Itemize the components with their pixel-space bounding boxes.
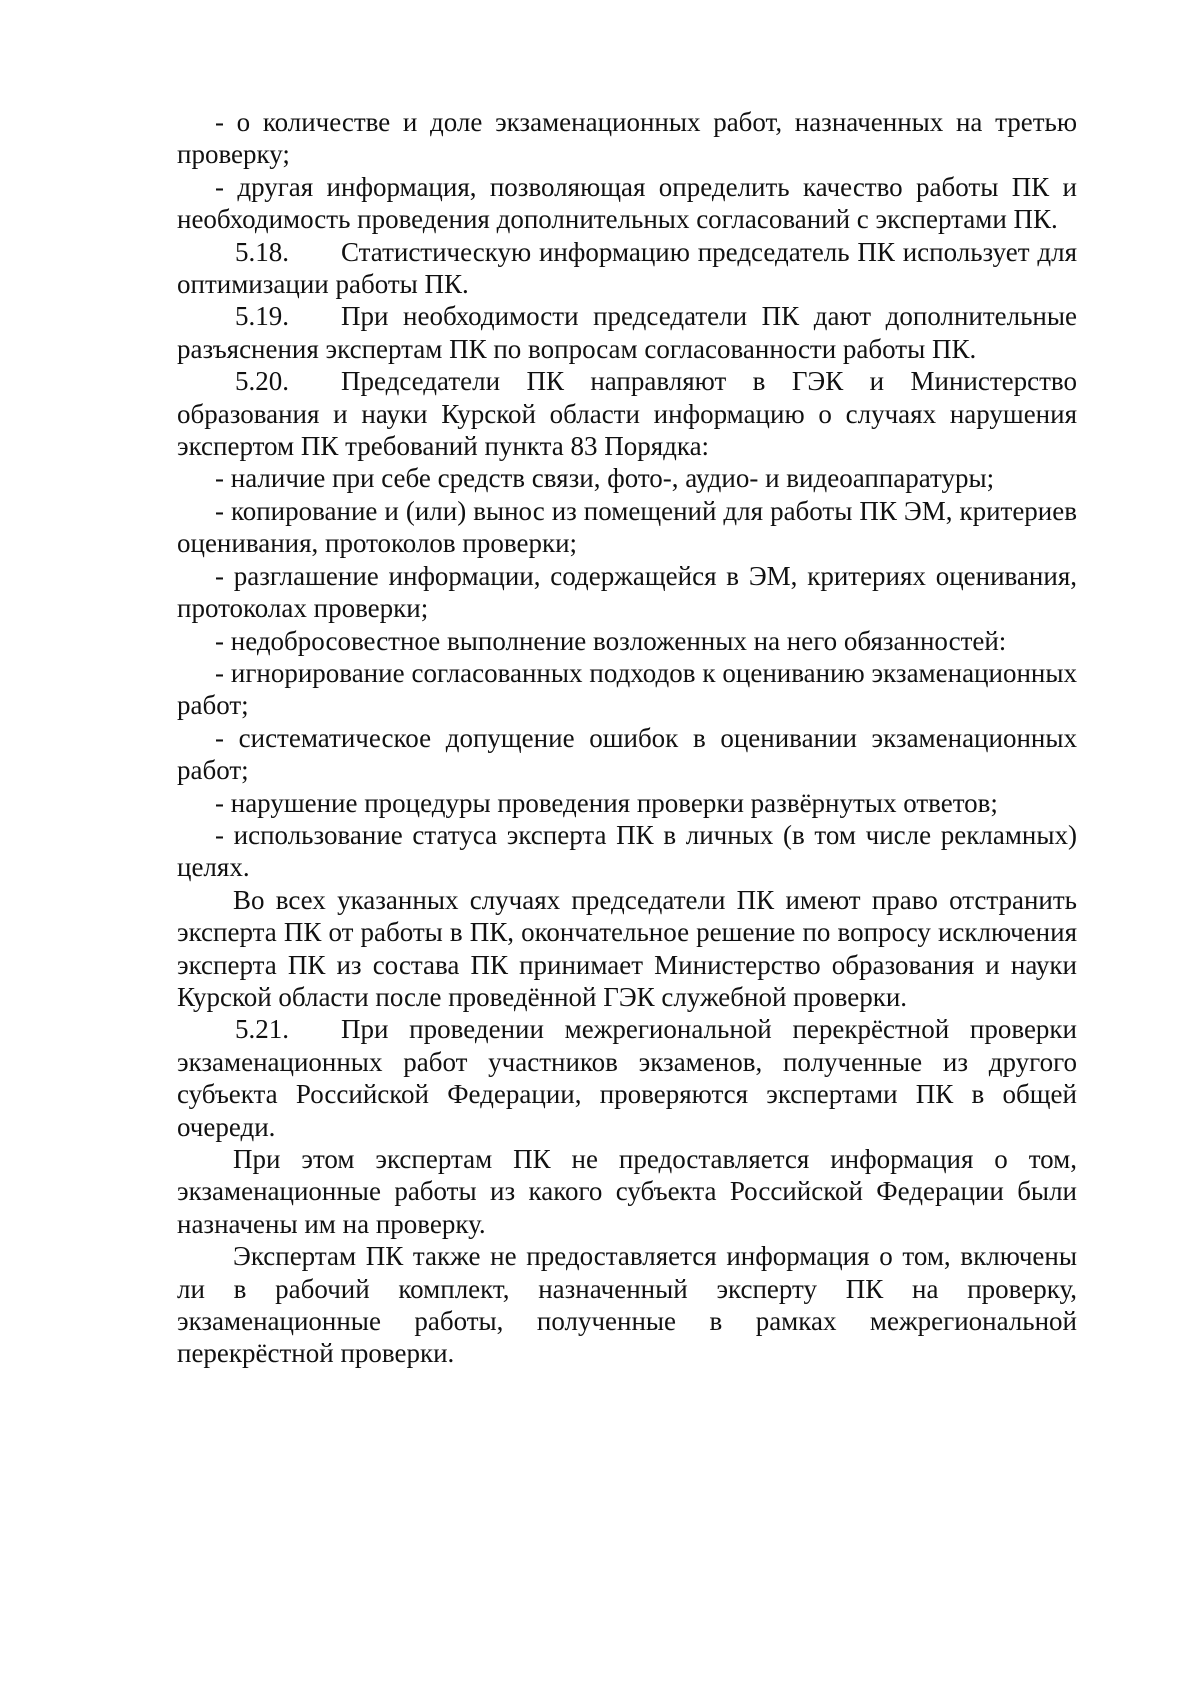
list-item-other-info: - другая информация, позволяющая определить качество работы ПК и необходимость проведения дополнительных согласований с экспертами ПК. bbox=[177, 171, 1077, 235]
paragraph-no-info-kit: Экспертам ПК также не предоставляется информация о том, включены ли в рабочий комплект, назначенный эксперту ПК на проверку, экзаменационные работы, полученные в рамках межрегиональной перекрёстной проверки. bbox=[177, 1241, 1077, 1369]
clause-5-19 bbox=[177, 300, 1077, 365]
list-item-copying: - копирование и (или) вынос из помещений для работы ПК ЭМ, критериев оценивания, протоколов проверки; bbox=[177, 495, 1077, 559]
clause-5-18 bbox=[177, 236, 1077, 301]
list-item-disclosure: - разглашение информации, содержащейся в ЭМ, критериях оценивания, протоколах проверки; bbox=[177, 560, 1077, 624]
clause-number: 5.19. bbox=[235, 301, 289, 332]
clause-5-20 bbox=[177, 365, 1077, 462]
list-item-ignoring: - игнорирование согласованных подходов к оцениванию экзаменационных работ; bbox=[177, 657, 1077, 721]
paragraph-removal: Во всех указанных случаях председатели ПК имеют право отстранить эксперта ПК от работы в ПК, окончательное решение по вопросу исключения эксперта ПК из состава ПК принимает Министерство образования и науки Курской области после проведённой ГЭК служебной проверки. bbox=[177, 884, 1077, 1012]
clause-number: 5.21. bbox=[235, 1014, 289, 1045]
list-item-procedure: - нарушение процедуры проведения проверки развёрнутых ответов; bbox=[215, 787, 998, 818]
list-item-status-use: - использование статуса эксперта ПК в личных (в том числе рекламных) целях. bbox=[177, 819, 1077, 883]
clause-number: 5.20. bbox=[235, 366, 289, 397]
list-item-errors: - систематическое допущение ошибок в оценивании экзаменационных работ; bbox=[177, 722, 1077, 786]
clause-text: При необходимости председатели ПК дают дополнительные разъяснения экспертам ПК по вопросам согласованности работы ПК. bbox=[177, 301, 1077, 364]
clause-text: Председатели ПК направляют в ГЭК и Министерство образования и науки Курской области информацию о случаях нарушения экспертом ПК требований пункта 83 Порядка: bbox=[177, 366, 1077, 462]
clause-number: 5.18. bbox=[235, 236, 289, 267]
list-item-devices: - наличие при себе средств связи, фото-, аудио- и видеоаппаратуры; bbox=[215, 463, 995, 494]
document-page bbox=[177, 106, 1077, 1370]
paragraph-no-info-subject: При этом экспертам ПК не предоставляется информация о том, экзаменационные работы из какого субъекта Российской Федерации были назначены им на проверку. bbox=[177, 1144, 1077, 1239]
clause-text: Статистическую информацию председатель ПК использует для оптимизации работы ПК. bbox=[177, 236, 1077, 300]
list-item-bad-faith: - недобросовестное выполнение возложенных на него обязанностей: bbox=[215, 625, 1007, 656]
clause-5-21 bbox=[177, 1013, 1077, 1143]
list-item-third-check: - о количестве и доле экзаменационных работ, назначенных на третью проверку; bbox=[177, 107, 1077, 170]
clause-text: При проведении межрегиональной перекрёстной проверки экзаменационных работ участников экзаменов, полученные из другого субъекта Российской Федерации, проверяются экспертами ПК в общей очереди. bbox=[177, 1014, 1077, 1142]
